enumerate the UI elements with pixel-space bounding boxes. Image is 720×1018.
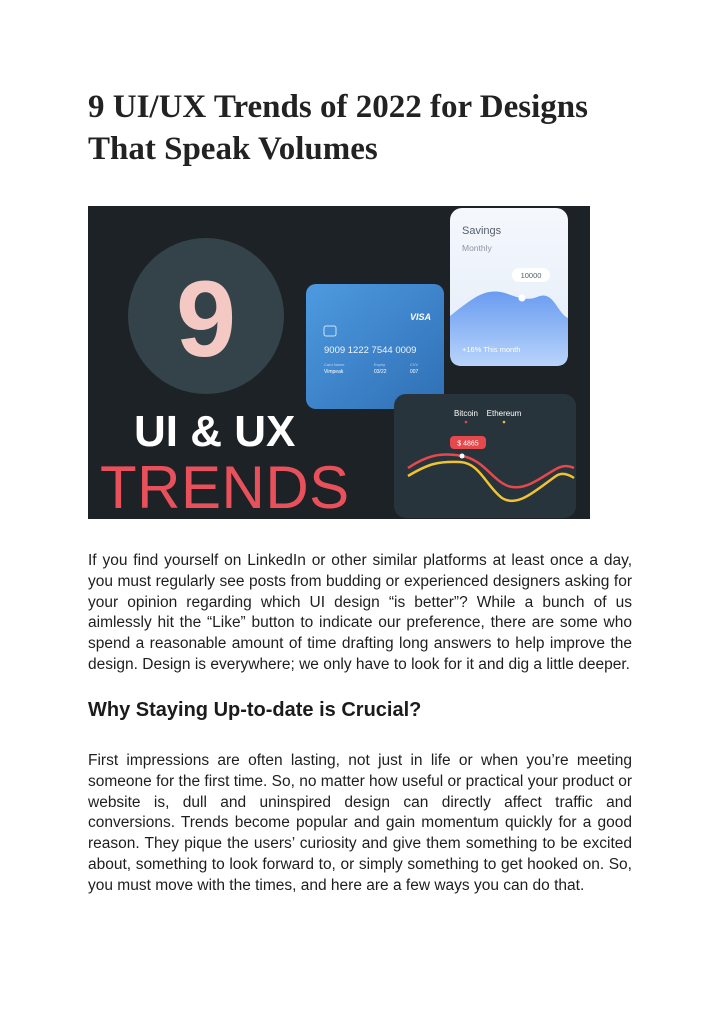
savings-value: 10000 — [520, 271, 542, 280]
hero-image — [88, 206, 590, 519]
card-cvv-label: CVV — [410, 362, 419, 367]
section-heading: Why Staying Up-to-date is Crucial? — [88, 699, 422, 721]
savings-card — [450, 208, 568, 366]
savings-subtitle: Monthly — [462, 243, 492, 253]
savings-footer: +16% This month — [462, 345, 521, 354]
card-brand: VISA — [409, 312, 431, 322]
card-number: 9009 1222 7544 0009 — [324, 345, 417, 356]
card-holder-value: Vimpeak — [324, 369, 344, 375]
card-expiry-label: Expiry — [374, 362, 386, 367]
section-paragraph: First impressions are often lasting, not just in life or when you’re meeting someone for the first time. So, no matter how useful or practical your product or website is, dull and uninspired design can directly affect traffic and conversions. Trends become popular and gain momentum quickly for a good reason. They pique the users’ curiosity and give them something to be excited about, something to look forward to, or simply something to get hooked on. So, you must move with the times, and here are a few ways you can do that. — [88, 752, 632, 894]
crypto-tab-bitcoin: Bitcoin — [453, 409, 479, 418]
crypto-price: $ 4865 — [457, 440, 479, 448]
savings-wave — [450, 291, 568, 366]
savings-point — [519, 295, 526, 302]
hero-line-2: TRENDS — [100, 454, 350, 519]
article-title: 9 UI/UX Trends of 2022 for Designs That Speak Volumes — [88, 89, 588, 167]
card-cvv-value: 007 — [410, 369, 419, 375]
savings-title: Savings — [462, 225, 502, 237]
card-expiry-value: 03/22 — [374, 369, 387, 375]
credit-card — [306, 284, 444, 409]
card-holder-label: Card Name — [324, 362, 345, 367]
intro-paragraph: If you find yourself on LinkedIn or other similar platforms at least once a day, you must regularly see posts from budding or experienced designers asking for your opinion regarding which UI design “is better”? While a bunch of us aimlessly hit the “Like” button to indicate our preference, there are some who spend a reasonable amount of time drafting long answers to help improve the design. Design is everywhere; we only have to look for it and dig a little deeper. — [88, 552, 632, 673]
hero-line-1: UI & UX — [134, 407, 296, 456]
crypto-card — [394, 394, 576, 518]
hero-number: 9 — [175, 258, 237, 379]
crypto-tab-ethereum: Ethereum — [486, 409, 522, 418]
